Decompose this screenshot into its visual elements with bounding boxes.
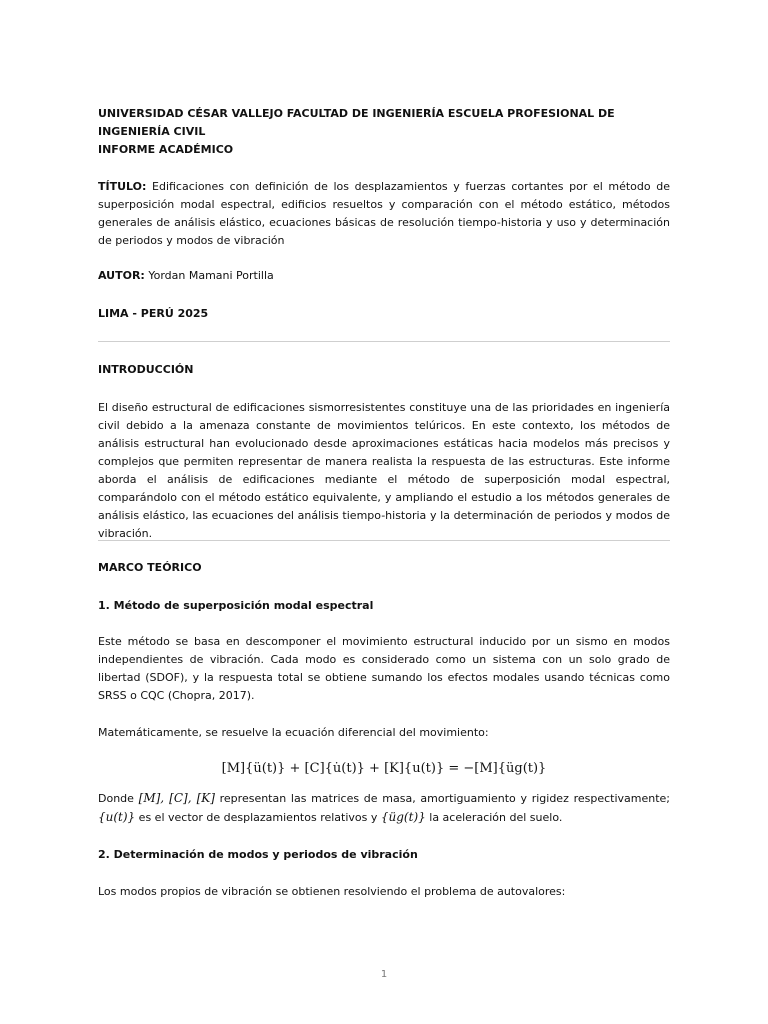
report-type: INFORME ACADÉMICO [98,143,234,156]
divider [98,341,670,342]
page-number: 1 [380,969,388,980]
theory-heading: MARCO TEÓRICO [98,561,202,574]
introduction-heading: INTRODUCCIÓN [98,363,194,376]
where-prefix: Donde [98,792,139,805]
introduction-text: El diseño estructural de edificaciones sismorresistentes constituye una de las prioridades en ingeniería civil debido a la amenaza constante de movimientos telúricos. En este contexto, los métodos de análisis estructural han evolucionado desde aproximaciones estáticas hacia modelos más precisos y complejos que permiten representar de manera realista la respuesta de las estructuras. Este informe aborda el análisis de edificaciones mediante el método de superposición modal espectral, comparándolo con el método estático equivalente, y ampliando el estudio a los métodos generales de análisis elástico, las ecuaciones del análisis tiempo-historia y la determinación de periodos y modos de vibración. [98,401,670,540]
motion-equation: [M]{ü(t)} + [C]{u̇(t)} + [K]{u(t)} = −[M]{üg(t)} [221,761,547,776]
matrices-symbols: [M], [C], [K] [138,791,215,805]
section-2-text: Los modos propios de vibración se obtienen resolviendo el problema de autovalores: [98,885,566,898]
equation-explanation [98,789,670,827]
section-1-text: Este método se basa en descomponer el movimiento estructural inducido por un sismo en modos independientes de vibración. Cada modo es considerado como un sistema con un solo grado de libertad (SDOF), y la respuesta total se obtiene sumando los efectos modales usando técnicas como SRSS o CQC (Chopra, 2017). [98,635,670,702]
author-line [98,267,670,285]
where-end: la aceleración del suelo. [425,811,563,824]
title-paragraph [98,178,670,250]
ground-acceleration-symbol: {üg(t)} [380,810,426,824]
institution-heading: UNIVERSIDAD CÉSAR VALLEJO FACULTAD DE INGENIERÍA ESCUELA PROFESIONAL DE INGENIERÍA CIVIL [98,107,615,138]
title-text: Edificaciones con definición de los desplazamientos y fuerzas cortantes por el método de superposición modal espectral, edificios resueltos y comparación con el método estático, métodos generales de análisis elástico, ecuaciones básicas de resolución tiempo-historia y uso y determinación de periodos y modos de vibración [98,180,670,247]
where-mid-2: es el vector de desplazamientos relativos y [135,811,381,824]
title-label: TÍTULO: [98,180,147,193]
displacement-symbol: {u(t)} [98,810,136,824]
section-2-heading: 2. Determinación de modos y periodos de vibración [98,848,418,861]
author-label: AUTOR: [98,269,145,282]
divider [98,540,670,541]
place-year: LIMA - PERÚ 2025 [98,307,209,320]
author-name: Yordan Mamani Portilla [144,269,274,282]
section-1-heading: 1. Método de superposición modal espectral [98,599,374,612]
equation-intro: Matemáticamente, se resuelve la ecuación diferencial del movimiento: [98,726,489,739]
where-mid-1: representan las matrices de masa, amortiguamiento y rigidez respectivamente; [214,792,671,805]
